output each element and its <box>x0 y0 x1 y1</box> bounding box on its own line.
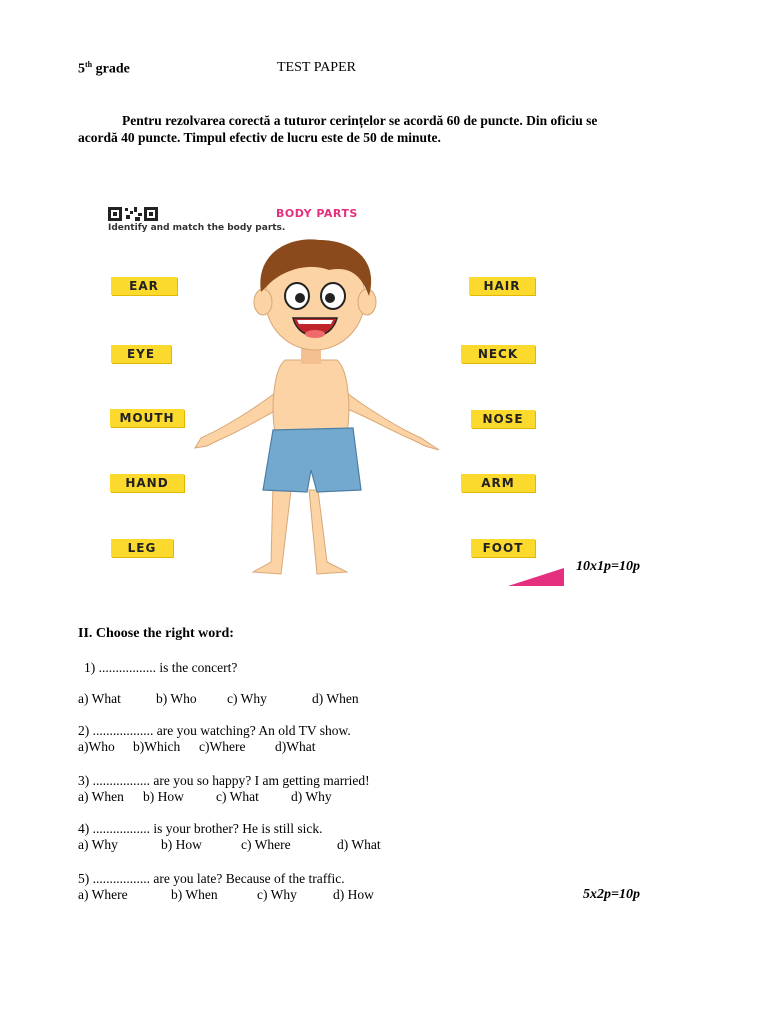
label-ear: EAR <box>111 277 177 295</box>
q3-option-c: c) What <box>216 789 259 804</box>
q1-option-a: a) What <box>78 691 121 706</box>
label-eye: EYE <box>111 345 171 363</box>
label-hand: HAND <box>110 474 184 492</box>
q1-option-c: c) Why <box>227 691 267 706</box>
qr-code-icon <box>108 207 158 221</box>
label-leg: LEG <box>111 539 173 557</box>
q1-option-b: b) Who <box>156 691 197 706</box>
section-2-title: II. Choose the right word: <box>78 626 234 641</box>
grade-superscript: th <box>85 60 93 69</box>
question-3-text: 3) ................. are you so happy? I am getting married! <box>78 773 370 788</box>
q5-option-a: a) Where <box>78 887 128 902</box>
q5-option-b: b) When <box>171 887 218 902</box>
q2-option-d: d)What <box>275 739 316 754</box>
question-4-text: 4) ................. is your brother? He is still sick. <box>78 821 323 836</box>
q2-option-c: c)Where <box>199 739 246 754</box>
q1-option-d: d) When <box>312 691 359 706</box>
corner-ribbon <box>508 566 566 588</box>
intro-paragraph <box>78 112 638 146</box>
grade-number: 5 <box>78 61 85 77</box>
grade-word: grade <box>95 61 130 77</box>
page-title: TEST PAPER <box>277 60 356 75</box>
label-mouth: MOUTH <box>110 409 184 427</box>
question-2-text: 2) .................. are you watching? An old TV show. <box>78 723 351 738</box>
score-section-1: 10x1p=10p <box>576 559 640 574</box>
q4-option-b: b) How <box>161 837 202 852</box>
grade-label <box>78 60 130 78</box>
q3-option-a: a) When <box>78 789 124 804</box>
q2-option-a: a)Who <box>78 739 115 754</box>
figure-subtitle: Identify and match the body parts. <box>108 223 286 233</box>
q3-option-b: b) How <box>143 789 184 804</box>
q5-option-c: c) Why <box>257 887 297 902</box>
label-nose: NOSE <box>471 410 535 428</box>
q4-option-d: d) What <box>337 837 381 852</box>
intro-text: Pentru rezolvarea corectă a tuturor cerințelor se acordă 60 de puncte. Din oficiu se acordă 40 puncte. Timpul efectiv de lucru este de 50 de minute. <box>78 113 598 145</box>
figure-title: BODY PARTS <box>276 207 358 220</box>
question-5-text: 5) ................. are you late? Because of the traffic. <box>78 871 345 886</box>
label-neck: NECK <box>461 345 535 363</box>
q2-option-b: b)Which <box>133 739 181 754</box>
q4-option-c: c) Where <box>241 837 291 852</box>
label-hair: HAIR <box>469 277 535 295</box>
label-arm: ARM <box>461 474 535 492</box>
label-foot: FOOT <box>471 539 535 557</box>
body-parts-figure <box>103 200 565 588</box>
score-section-2: 5x2p=10p <box>583 887 640 902</box>
q5-option-d: d) How <box>333 887 374 902</box>
q3-option-d: d) Why <box>291 789 332 804</box>
question-1-text: 1) ................. is the concert? <box>84 660 238 675</box>
boy-illustration <box>103 200 565 588</box>
q4-option-a: a) Why <box>78 837 118 852</box>
